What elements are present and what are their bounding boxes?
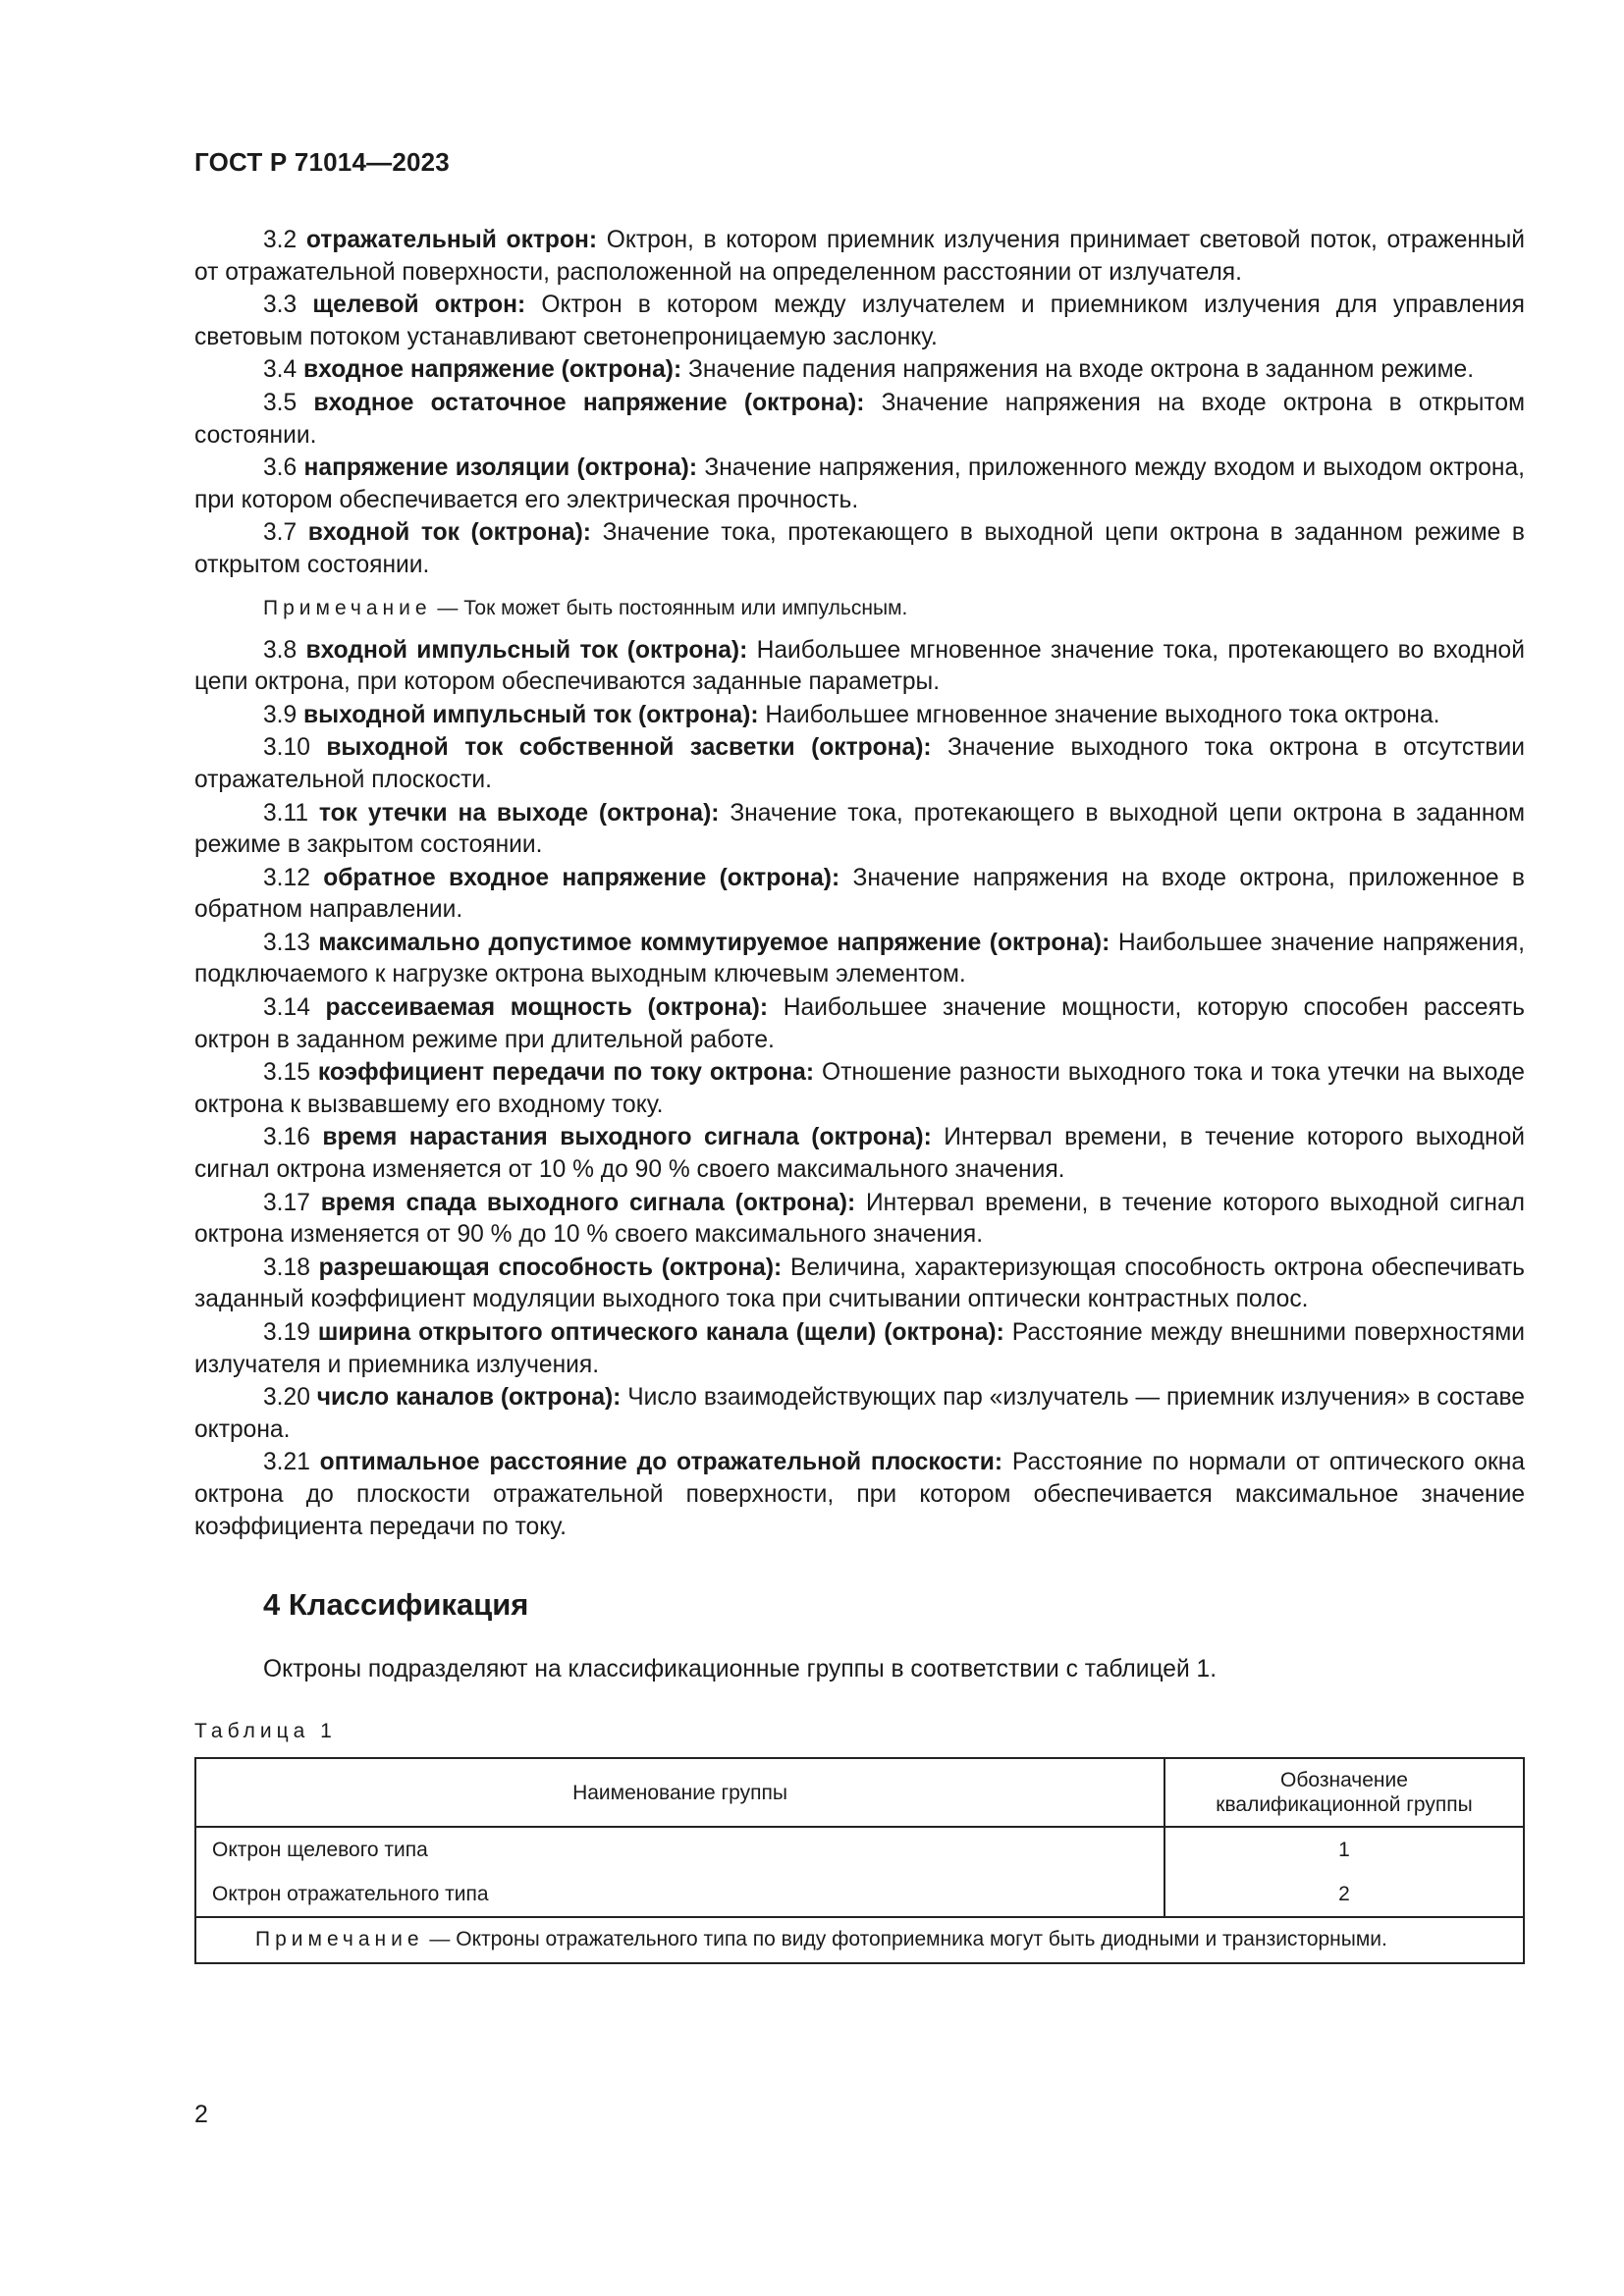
definition-3-2 <box>194 225 1525 289</box>
definition-text: Наибольшее значение напряжения, подключаемого к нагрузке октрона выходным ключевым элементом. <box>194 929 1525 988</box>
definition-term: входное напряжение (октрона): <box>303 356 682 384</box>
definition-3-20 <box>194 1382 1525 1446</box>
definition-number: 3.9 <box>263 701 298 728</box>
definition-text: Октрон, в котором приемник излучения принимает световой поток, отраженный от отражательной поверхности, расположенной на определенном расстоянии от излучателя. <box>194 227 1525 286</box>
definition-3-18 <box>194 1253 1525 1316</box>
definition-term: входной ток (октрона): <box>307 519 591 547</box>
table-note-text: — Октроны отражательного типа по виду фотоприемника могут быть диодными и транзисторными. <box>429 1928 1387 1951</box>
definition-3-12 <box>194 863 1525 927</box>
definition-text: Значение тока, протекающего в выходной цепи октрона в заданном режиме в открытом состоянии. <box>194 519 1525 578</box>
definition-3-10 <box>194 732 1525 796</box>
definition-3-13 <box>194 928 1525 991</box>
definition-text: Число взаимодействующих пар «излучатель — приемник излучения» в составе октрона. <box>194 1384 1525 1443</box>
note-current-type <box>194 595 1525 622</box>
definition-number: 3.10 <box>263 734 310 762</box>
definition-number: 3.14 <box>263 994 310 1022</box>
definition-term: выходной импульсный ток (октрона): <box>303 701 759 728</box>
definition-number: 3.21 <box>263 1449 310 1476</box>
definition-term: обратное входное напряжение (октрона): <box>323 864 840 891</box>
definition-number: 3.12 <box>263 864 310 891</box>
definition-term: коэффициент передачи по току октрона: <box>317 1059 815 1087</box>
table-cell-code: 2 <box>1164 1872 1524 1917</box>
definition-text: Расстояние между внешними поверхностями излучателя и приемника излучения. <box>194 1319 1525 1378</box>
definition-3-21 <box>194 1447 1525 1543</box>
definition-number: 3.8 <box>263 636 298 664</box>
definition-text: Отношение разности выходного тока и тока утечки на выходе октрона к вызвавшему его входному току. <box>194 1059 1525 1118</box>
definition-term: входной импульсный ток (октрона): <box>305 636 748 664</box>
definition-number: 3.20 <box>263 1384 310 1412</box>
definition-term: выходной ток собственной засветки (октрона): <box>326 734 932 762</box>
definition-text: Величина, характеризующая способность октрона обеспечивать заданный коэффициент модуляции выходного тока при считывании оптически контрастных полос. <box>194 1254 1525 1313</box>
definition-3-3 <box>194 290 1525 353</box>
definition-text: Значение напряжения, приложенного между входом и выходом октрона, при котором обеспечивается его электрическая прочность. <box>194 454 1525 513</box>
table-row <box>195 1827 1524 1872</box>
definition-number: 3.15 <box>263 1059 310 1087</box>
definition-text: Значение падения напряжения на входе октрона в заданном режиме. <box>688 356 1475 384</box>
definition-text: Значение выходного тока октрона в отсутствии отражательной плоскости. <box>194 734 1525 793</box>
table-note-label: Примечание <box>255 1928 424 1951</box>
definitions-list-2 <box>194 635 1525 1544</box>
definition-term: максимально допустимое коммутируемое напряжение (октрона): <box>318 929 1110 956</box>
definition-term: рассеиваемая мощность (октрона): <box>325 994 769 1022</box>
definition-term: входное остаточное напряжение (октрона): <box>313 389 865 416</box>
definition-number: 3.19 <box>263 1319 310 1346</box>
definition-number: 3.18 <box>263 1254 310 1281</box>
definition-term: время спада выходного сигнала (октрона): <box>320 1189 856 1216</box>
definition-number: 3.6 <box>263 454 298 482</box>
definition-text: Наибольшее мгновенное значение выходного тока октрона. <box>765 701 1440 728</box>
table-cell-name: Октрон отражательного типа <box>212 1882 489 1905</box>
definition-3-16 <box>194 1122 1525 1186</box>
table-note-row <box>195 1917 1524 1963</box>
definition-text: Наибольшее мгновенное значение тока, протекающего во входной цепи октрона, при котором обеспечиваются заданные параметры. <box>194 636 1525 696</box>
definition-3-11 <box>194 798 1525 862</box>
table-header-row <box>195 1758 1524 1827</box>
table-header-group-name: Наименование группы <box>195 1758 1164 1827</box>
definition-3-8 <box>194 635 1525 699</box>
definition-text: Значение тока, протекающего в выходной цепи октрона в заданном режиме в закрытом состоянии. <box>194 799 1525 859</box>
definition-term: время нарастания выходного сигнала (октрона): <box>322 1124 932 1151</box>
definition-text: Октрон в котором между излучателем и приемником излучения для управления световым потоком устанавливают светонепроницаемую заслонку. <box>194 292 1525 350</box>
definition-number: 3.16 <box>263 1124 310 1151</box>
definition-3-6 <box>194 453 1525 516</box>
definition-text: Значение напряжения на входе октрона в открытом состоянии. <box>194 389 1525 449</box>
definition-3-5 <box>194 388 1525 452</box>
header-line: квалификационной группы <box>1216 1793 1473 1817</box>
definition-3-9 <box>194 700 1525 732</box>
definition-text: Значение напряжения на входе октрона, приложенное в обратном направлении. <box>194 864 1525 924</box>
definition-number: 3.13 <box>263 929 310 956</box>
header-line: Обозначение <box>1280 1769 1408 1792</box>
table-row <box>195 1872 1524 1917</box>
table-cell-code: 1 <box>1164 1827 1524 1872</box>
definition-3-15 <box>194 1057 1525 1121</box>
definition-number: 3.3 <box>263 292 298 319</box>
definition-number: 3.5 <box>263 389 298 416</box>
document-header: ГОСТ Р 71014—2023 <box>194 147 450 177</box>
definition-number: 3.4 <box>263 356 298 384</box>
definition-number: 3.2 <box>263 227 298 253</box>
definition-term: отражательный октрон: <box>305 227 598 253</box>
definition-3-14 <box>194 992 1525 1056</box>
definition-term: разрешающая способность (октрона): <box>318 1254 783 1281</box>
definition-term: оптимальное расстояние до отражательной плоскости: <box>319 1449 1003 1476</box>
definition-text: Интервал времени, в течение которого выходной сигнал октрона изменяется от 10 % до 90 % своего максимального значения. <box>194 1124 1526 1184</box>
table-header-designation <box>1164 1758 1524 1827</box>
document-body <box>194 225 1525 1964</box>
table-cell-name: Октрон щелевого типа <box>212 1838 428 1861</box>
definition-text: Интервал времени, в течение которого выходной сигнал октрона изменяется от 90 % до 10 % своего максимального значения. <box>194 1189 1525 1249</box>
definition-number: 3.11 <box>263 799 309 827</box>
definition-term: число каналов (октрона): <box>316 1384 622 1412</box>
section-heading-classification: 4 Классификация <box>263 1587 529 1623</box>
definition-term: ширина открытого оптического канала (щели) (октрона): <box>317 1319 1004 1346</box>
definition-3-19 <box>194 1317 1525 1381</box>
definition-term: напряжение изоляции (октрона): <box>303 454 698 482</box>
definition-text: Расстояние по нормали от оптического окна октрона до плоскости отражательной поверхности, при котором обеспечивается максимальное значение коэффициента передачи по току. <box>194 1449 1525 1540</box>
definition-3-7 <box>194 517 1525 581</box>
definition-number: 3.7 <box>263 519 298 547</box>
definition-3-4 <box>194 354 1525 387</box>
definition-term: щелевой октрон: <box>312 292 526 319</box>
classification-table <box>194 1757 1525 1964</box>
definition-number: 3.17 <box>263 1189 310 1216</box>
note-label: Примечание <box>263 596 432 619</box>
table-note <box>195 1917 1524 1963</box>
page-number: 2 <box>194 2101 208 2128</box>
section-intro: Октроны подразделяют на классификационные группы в соответствии с таблицей 1. <box>263 1656 1218 1683</box>
note-text: — Ток может быть постоянным или импульсным. <box>437 596 908 619</box>
table-caption: Таблица 1 <box>194 1719 337 1742</box>
definition-text: Наибольшее значение мощности, которую способен рассеять октрон в заданном режиме при длительной работе. <box>194 994 1525 1053</box>
definitions-list-1 <box>194 225 1525 582</box>
definition-3-17 <box>194 1188 1525 1252</box>
definition-term: ток утечки на выходе (октрона): <box>318 799 720 827</box>
